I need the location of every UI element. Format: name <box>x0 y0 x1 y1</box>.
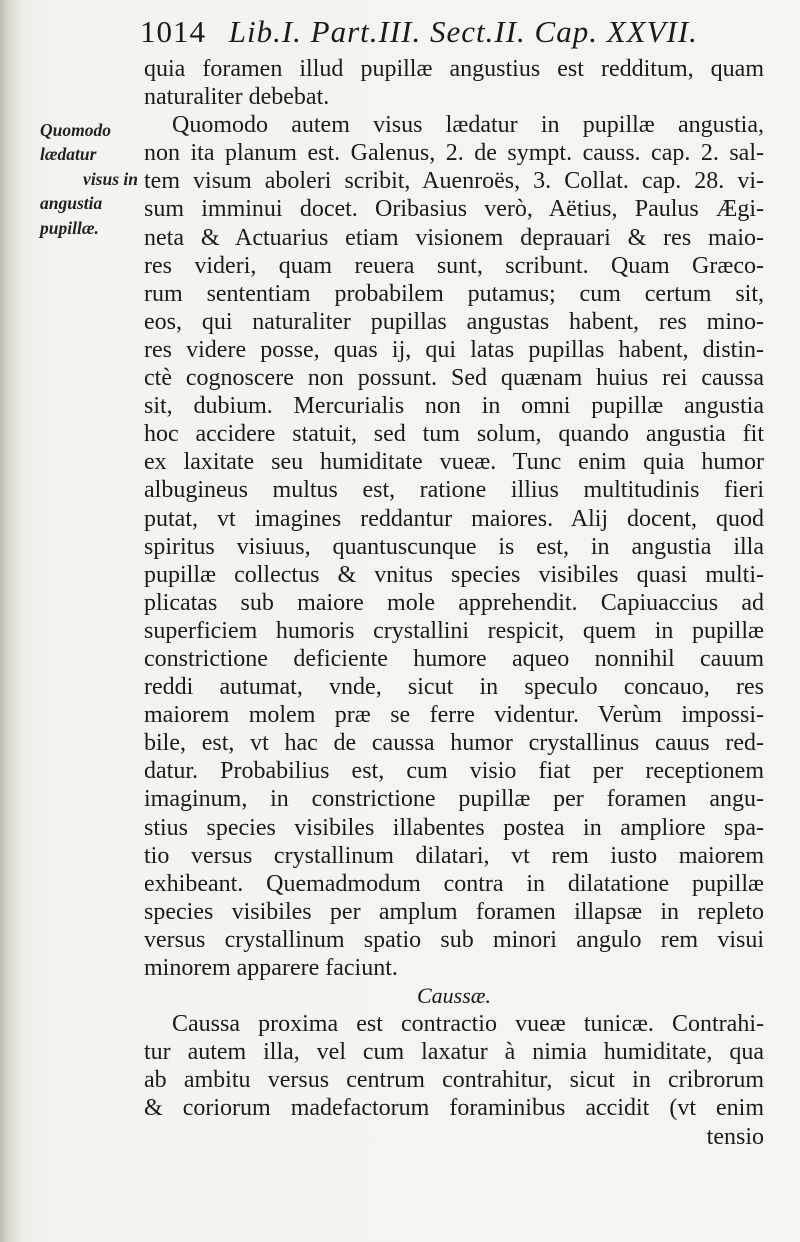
text-line: minorem apparere faciunt. <box>144 955 398 981</box>
text-line: pupillæ collectus & vnitus species visibiles quasi multi- <box>144 561 764 588</box>
paragraph-block <box>144 1010 764 1122</box>
running-title: Lib.I. Part.III. Sect.II. Cap. XXVII. <box>228 14 698 49</box>
margin-note-line: angustia <box>40 193 103 214</box>
text-line: putat, vt imagines reddantur maiores. Alij docent, quod <box>144 505 764 532</box>
text-line: constrictione deficiente humore aqueo nonnihil cauum <box>144 645 764 672</box>
text-line: maiorem molem præ se ferre videntur. Verùm impossi- <box>144 702 764 729</box>
text-line: tem visum aboleri scribit, Auenroës, 3. Collat. cap. 28. vi- <box>144 168 764 195</box>
text-line: imaginum, in constrictione pupillæ per foramen angu- <box>144 786 764 813</box>
text-line: tio versus crystallinum dilatari, vt rem iusto maiorem <box>144 842 764 869</box>
text-line: non ita planum est. Galenus, 2. de sympt. causs. cap. 2. sal- <box>144 140 764 167</box>
text-line: quia foramen illud pupillæ angustius est redditum, quam <box>144 56 764 82</box>
text-line: Caussa proxima est contractio vueæ tunicæ. Contrahi- <box>172 1011 764 1038</box>
text-line: sum imminui docet. Oribasius verò, Aëtius, Paulus Ægi- <box>144 196 764 223</box>
text-line: res videri, quam reuera sunt, scribunt. Quam Græco- <box>144 252 764 279</box>
page-number: 1014 <box>140 14 206 49</box>
running-header <box>140 14 780 54</box>
paragraph-block <box>144 55 764 982</box>
text-line: reddi autumat, vnde, sicut in speculo concauo, res <box>144 674 764 701</box>
text-line: stius species visibiles illabentes postea in ampliore spa- <box>144 814 764 841</box>
text-line: spiritus visiuus, quantuscunque is est, in angustia illa <box>144 533 764 560</box>
text-line: neta & Actuarius etiam visionem deprauari & res maio- <box>144 224 764 251</box>
margin-note-line: visus in <box>83 168 138 189</box>
text-line: albugineus multus est, ratione illius multitudinis fieri <box>144 477 764 504</box>
text-line: ctè cognoscere non possunt. Sed quænam huius rei caussa <box>144 365 764 392</box>
text-line: ab ambitu versus centrum contrahitur, sicut in cribrorum <box>144 1067 764 1094</box>
text-line: exhibeant. Quemadmodum contra in dilatatione pupillæ <box>144 870 764 897</box>
margin-note-line: lædatur <box>40 144 97 165</box>
text-line: ex laxitate seu humiditate vueæ. Tunc enim quia humor <box>144 449 764 476</box>
text-line: datur. Probabilius est, cum visio fiat per receptionem <box>144 758 764 785</box>
text-line: Quomodo autem visus lædatur in pupillæ angustia, <box>172 112 764 139</box>
text-line: hoc accidere statuit, sed tum solum, quando angustia fit <box>144 421 764 448</box>
text-line: rum sententiam probabilem putamus; cum certum sit, <box>144 280 764 307</box>
text-line: superficiem humoris crystallini respicit, quem in pupillæ <box>144 617 764 644</box>
margin-note <box>40 118 138 240</box>
main-text <box>144 55 764 1151</box>
text-line: sit, dubium. Mercurialis non in omni pupillæ angustia <box>144 393 764 420</box>
text-line: res videre posse, quas ij, qui latas pupillas habent, distin- <box>144 336 764 363</box>
text-line: tur autem illa, vel cum laxatur à nimia humiditate, qua <box>144 1039 764 1066</box>
text-line: eos, qui naturaliter pupillas angustas habent, res mino- <box>144 308 764 335</box>
text-line: bile, est, vt hac de caussa humor crystallinus cauus red- <box>144 730 764 757</box>
margin-note-line: pupillæ. <box>40 217 99 238</box>
text-line: naturaliter debebat. <box>144 84 330 111</box>
margin-note-line: Quomodo <box>40 120 111 140</box>
text-line: species visibiles per amplum foramen illapsæ in repleto <box>144 898 764 925</box>
text-line: versus crystallinum spatio sub minori angulo rem visui <box>144 926 764 953</box>
section-subheading: Caussæ. <box>417 983 491 1009</box>
catchword: tensio <box>706 1123 764 1150</box>
text-line: & coriorum madefactorum foraminibus accidit (vt enim <box>144 1095 764 1122</box>
text-line: plicatas sub maiore mole apprehendit. Capiuaccius ad <box>144 589 764 616</box>
